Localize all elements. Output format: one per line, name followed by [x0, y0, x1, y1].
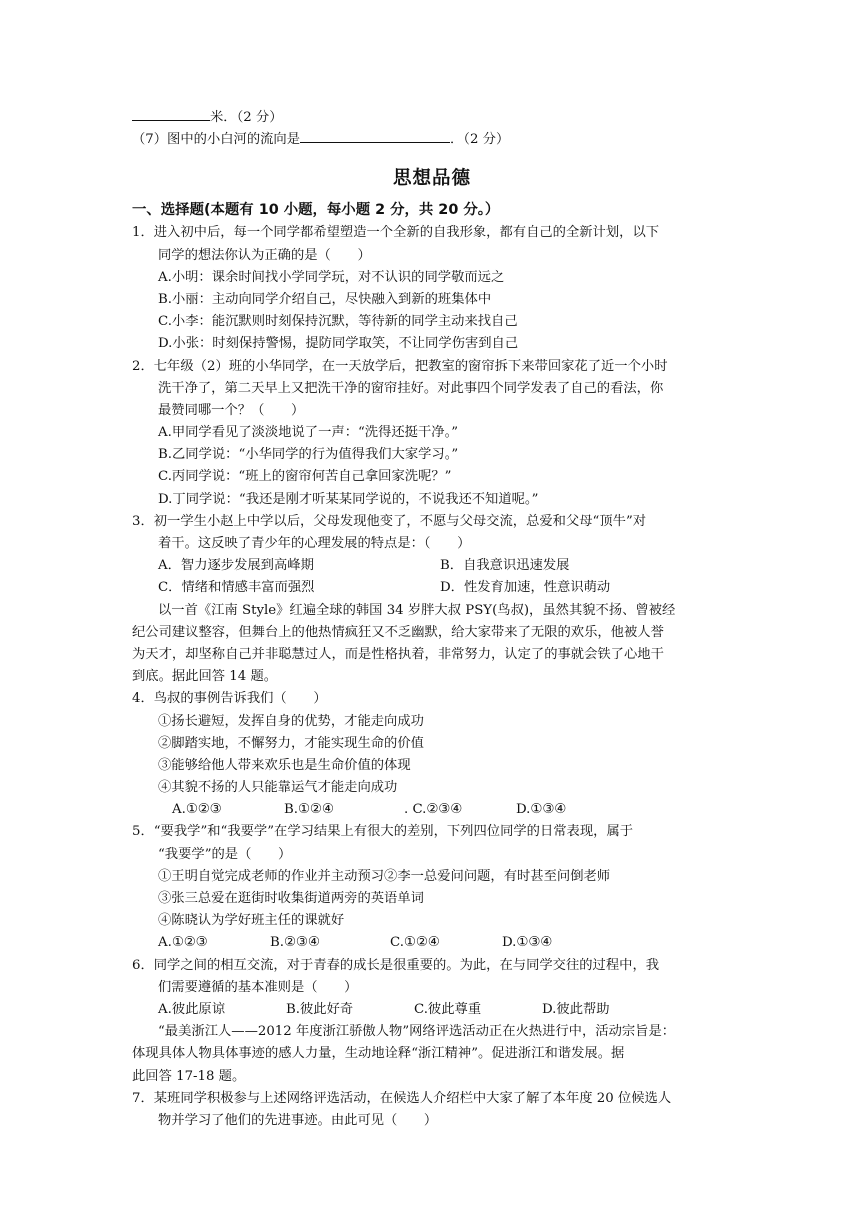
- reading-material-1: [132, 600, 732, 689]
- geo-question-6-tail: 米．（2 分）: [132, 106, 732, 128]
- option-b[interactable]: B.②③④: [270, 935, 320, 951]
- option-a[interactable]: A.彼此原谅: [158, 1001, 226, 1017]
- statement-1: ①扬长避短，发挥自身的优势，才能走向成功: [158, 713, 424, 729]
- option-d[interactable]: D.①③④: [502, 935, 553, 951]
- question-4: [132, 688, 732, 821]
- option-a[interactable]: A．智力逐步发展到高峰期: [158, 558, 314, 574]
- statement-4: ④其貌不扬的人只能靠运气才能走向成功: [158, 780, 398, 796]
- geo-question-7: （7）图中的小白河的流向是 ．（2 分）: [132, 128, 732, 150]
- material-text: “最美浙江人——2012 年度浙江骄傲人物”网络评选活动正在火热进行中，活动宗旨是：: [158, 1024, 676, 1040]
- question-stem: 着干。这反映了青少年的心理发展的特点是：（ ）: [158, 536, 471, 551]
- option-d[interactable]: D.①③④: [516, 802, 567, 818]
- material-text: 此回答 17-18 题。: [132, 1068, 246, 1084]
- question-stem: 物并学习了他们的先进事迹。由此可见（ ）: [158, 1112, 438, 1128]
- statement-3: ④陈晓认为学好班主任的课就好: [158, 913, 345, 929]
- option-a[interactable]: A.小明：课余时间找小学同学玩，对不认识的同学敬而远之: [158, 269, 505, 285]
- question-stem: 们需要遵循的基本准则是（ ）: [158, 979, 358, 995]
- option-c[interactable]: C.①②④: [390, 935, 440, 951]
- option-d[interactable]: D.丁同学说：“我还是刚才听某某同学说的，不说我还不知道呢。”: [158, 491, 539, 507]
- material-text: 体现具体人物具体事迹的感人力量，生动地诠释“浙江精神”。促进浙江和谐发展。据: [132, 1046, 625, 1062]
- question-6: [132, 955, 732, 1022]
- question-5: [132, 821, 732, 954]
- option-c[interactable]: C.小李：能沉默则时刻保持沉默，等待新的同学主动来找自己: [158, 314, 518, 330]
- question-1: [132, 222, 732, 355]
- option-d[interactable]: D.彼此帮助: [542, 1001, 610, 1017]
- question-stem: 洗干净了，第二天早上又把洗干净的窗帘挂好。对此事四个同学发表了自己的看法，你: [158, 380, 664, 396]
- subject-title: 思想品德: [392, 168, 471, 190]
- options-row: [132, 999, 732, 1021]
- option-b[interactable]: B.乙同学说：“小华同学的行为值得我们大家学习。”: [158, 447, 459, 463]
- section-heading: 一、选择题(本题有 10 小题，每小题 2 分，共 20 分。）: [132, 202, 500, 219]
- question-stem: 4．鸟叔的事例告诉我们（ ）: [132, 691, 327, 707]
- answer-blank[interactable]: [300, 128, 450, 143]
- question-stem: 同学的想法你认为正确的是（ ）: [158, 247, 371, 263]
- options-row: [132, 932, 732, 954]
- question-stem: 1．进入初中后，每一个同学都希望塑造一个全新的自我形象，都有自己的全新计划，以下: [132, 225, 660, 241]
- statement-2: ②脚踏实地，不懈努力，才能实现生命的价值: [158, 735, 424, 751]
- option-b[interactable]: B.彼此好奇: [286, 1001, 354, 1017]
- answer-blank[interactable]: [132, 106, 210, 121]
- option-c[interactable]: C.丙同学说：“班上的窗帘何苦自己拿回家洗呢？”: [158, 469, 452, 485]
- page-content: [132, 106, 732, 1132]
- question-stem: 3．初一学生小赵上中学以后，父母发现他变了，不愿与父母交流，总爱和父母“顶牛”对: [132, 513, 647, 529]
- option-c[interactable]: C.彼此尊重: [414, 1001, 482, 1017]
- material-text: 纪公司建议整容，但舞台上的他热情疯狂又不乏幽默，给大家带来了无限的欢乐，他被人誉: [132, 624, 664, 640]
- options-row: [132, 577, 732, 599]
- option-a[interactable]: A.①②③: [172, 802, 222, 818]
- question-stem: 5．“要我学”和“我要学”在学习结果上有很大的差别，下列四位同学的日常表现，属于: [132, 824, 634, 840]
- option-d[interactable]: D.小张：时刻保持警惕，提防同学取笑，不让同学伤害到自己: [158, 336, 519, 352]
- option-b[interactable]: B.①②④: [284, 802, 334, 818]
- options-row: [132, 799, 732, 821]
- question-stem: “我要学”的是（ ）: [158, 846, 292, 862]
- question-3: [132, 511, 732, 600]
- material-text: 以一首《江南 Style》红遍全球的韩国 34 岁胖大叔 PSY(鸟叔)，虽然其貌不扬、曾被经: [158, 602, 676, 618]
- option-c[interactable]: . C.②③④: [404, 802, 463, 818]
- statement-2: ③张三总爱在逛街时收集街道两旁的英语单词: [158, 891, 424, 906]
- material-text: 为天才，却坚称自己并非聪慧过人，而是性格执着，非常努力，认定了的事就会铁了心地干: [132, 646, 664, 662]
- material-text: 到底。据此回答 14 题。: [132, 669, 278, 685]
- option-d[interactable]: D．性发育加速，性意识萌动: [440, 580, 611, 596]
- option-a[interactable]: A.甲同学看见了淡淡地说了一声：“洗得还挺干净。”: [158, 425, 459, 441]
- statement-3: ③能够给他人带来欢乐也是生命价值的体现: [158, 757, 411, 773]
- question-stem: 7．某班同学积极参与上述网络评选活动，在候选人介绍栏中大家了解了本年度 20 位候选人: [132, 1090, 672, 1106]
- statement-1: ①王明自觉完成老师的作业并主动预习②李一总爱问问题，有时甚至问倒老师: [158, 868, 611, 884]
- option-b[interactable]: B．自我意识迅速发展: [440, 558, 570, 574]
- option-a[interactable]: A.①②③: [158, 935, 208, 951]
- option-b[interactable]: B.小丽：主动向同学介绍自己，尽快融入到新的班集体中: [158, 291, 492, 307]
- option-c[interactable]: C．情绪和情感丰富而强烈: [158, 580, 315, 596]
- reading-material-2: [132, 1021, 732, 1088]
- options-row: [132, 555, 732, 577]
- question-stem: 最赞同哪一个？（ ）: [158, 402, 305, 418]
- question-7: [132, 1088, 732, 1132]
- question-stem: 6．同学之间的相互交流，对于青春的成长是很重要的。为此，在与同学交往的过程中，我: [132, 957, 660, 973]
- question-stem: 2．七年级（2）班的小华同学，在一天放学后，把教室的窗帘拆下来带回家花了近一个小时: [132, 358, 668, 374]
- question-2: [132, 356, 732, 511]
